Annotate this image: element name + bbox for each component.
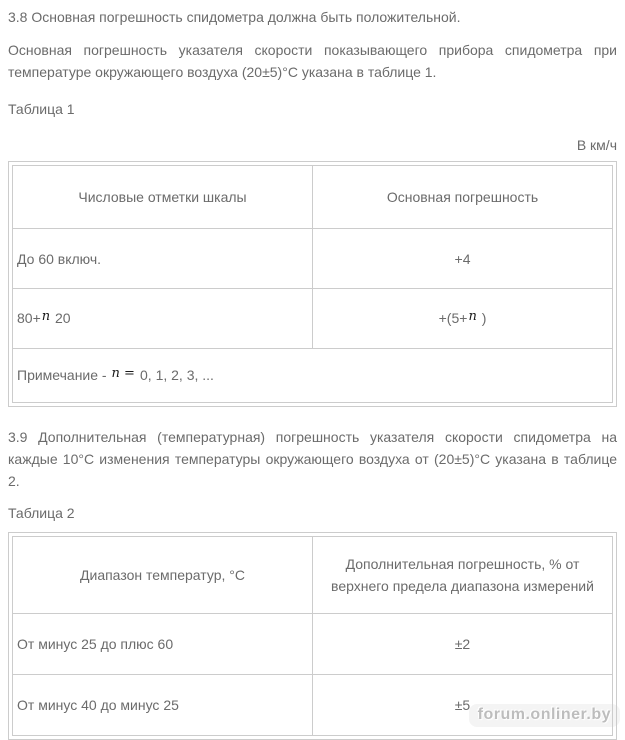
table-cell: ±2: [313, 614, 613, 675]
table-cell: +(5+n ): [313, 289, 613, 349]
table-note-row: [13, 349, 613, 403]
formula-variable: n: [468, 308, 477, 324]
table-header-row: [13, 537, 613, 614]
column-header: Основная погрешность: [313, 166, 613, 229]
watermark: forum.onliner.by: [469, 704, 620, 727]
table-cell: До 60 включ.: [13, 229, 313, 289]
table-cell: Примечание - n = 0, 1, 2, 3, ...: [13, 349, 613, 403]
table-cell: +4: [313, 229, 613, 289]
table1-caption: Таблица 1: [8, 101, 75, 117]
document-page: [0, 6, 625, 740]
table-cell: От минус 25 до плюс 60: [13, 614, 313, 675]
paragraph-3-8-detail: Основная погрешность указателя скорости показывающего прибора спидометра при температуре окружающего воздуха (20±5)°С указана в таблице 1.: [8, 42, 617, 80]
column-header: Диапазон температур, °С: [13, 537, 313, 614]
table2-caption: Таблица 2: [8, 505, 75, 521]
table-cell: От минус 40 до минус 25: [13, 675, 313, 736]
table-cell: 80+n 20: [13, 289, 313, 349]
table-row: [13, 614, 613, 675]
table-cell: ±5: [313, 675, 613, 736]
table-header-row: [13, 166, 613, 229]
table1: [12, 165, 613, 403]
paragraph-3-9: 3.9 Дополнительная (температурная) погрешность указателя скорости спидометра на каждые 10°С изменения температуры окружающего воздуха от (20±5)°С указана в таблице 2.: [8, 429, 617, 489]
table1-unit-label: В км/ч: [576, 137, 617, 153]
formula-variable: n: [41, 308, 51, 324]
table1-wrapper: [8, 161, 617, 407]
column-header: Числовые отметки шкалы: [13, 166, 313, 229]
column-header: Дополнительная погрешность, % от верхнего предела диапазона измерений: [313, 537, 613, 614]
table-row: [13, 229, 613, 289]
formula-variable: n =: [111, 365, 140, 381]
paragraph-3-8: 3.8 Основная погрешность спидометра должна быть положительной.: [8, 9, 461, 25]
table-row: [13, 289, 613, 349]
